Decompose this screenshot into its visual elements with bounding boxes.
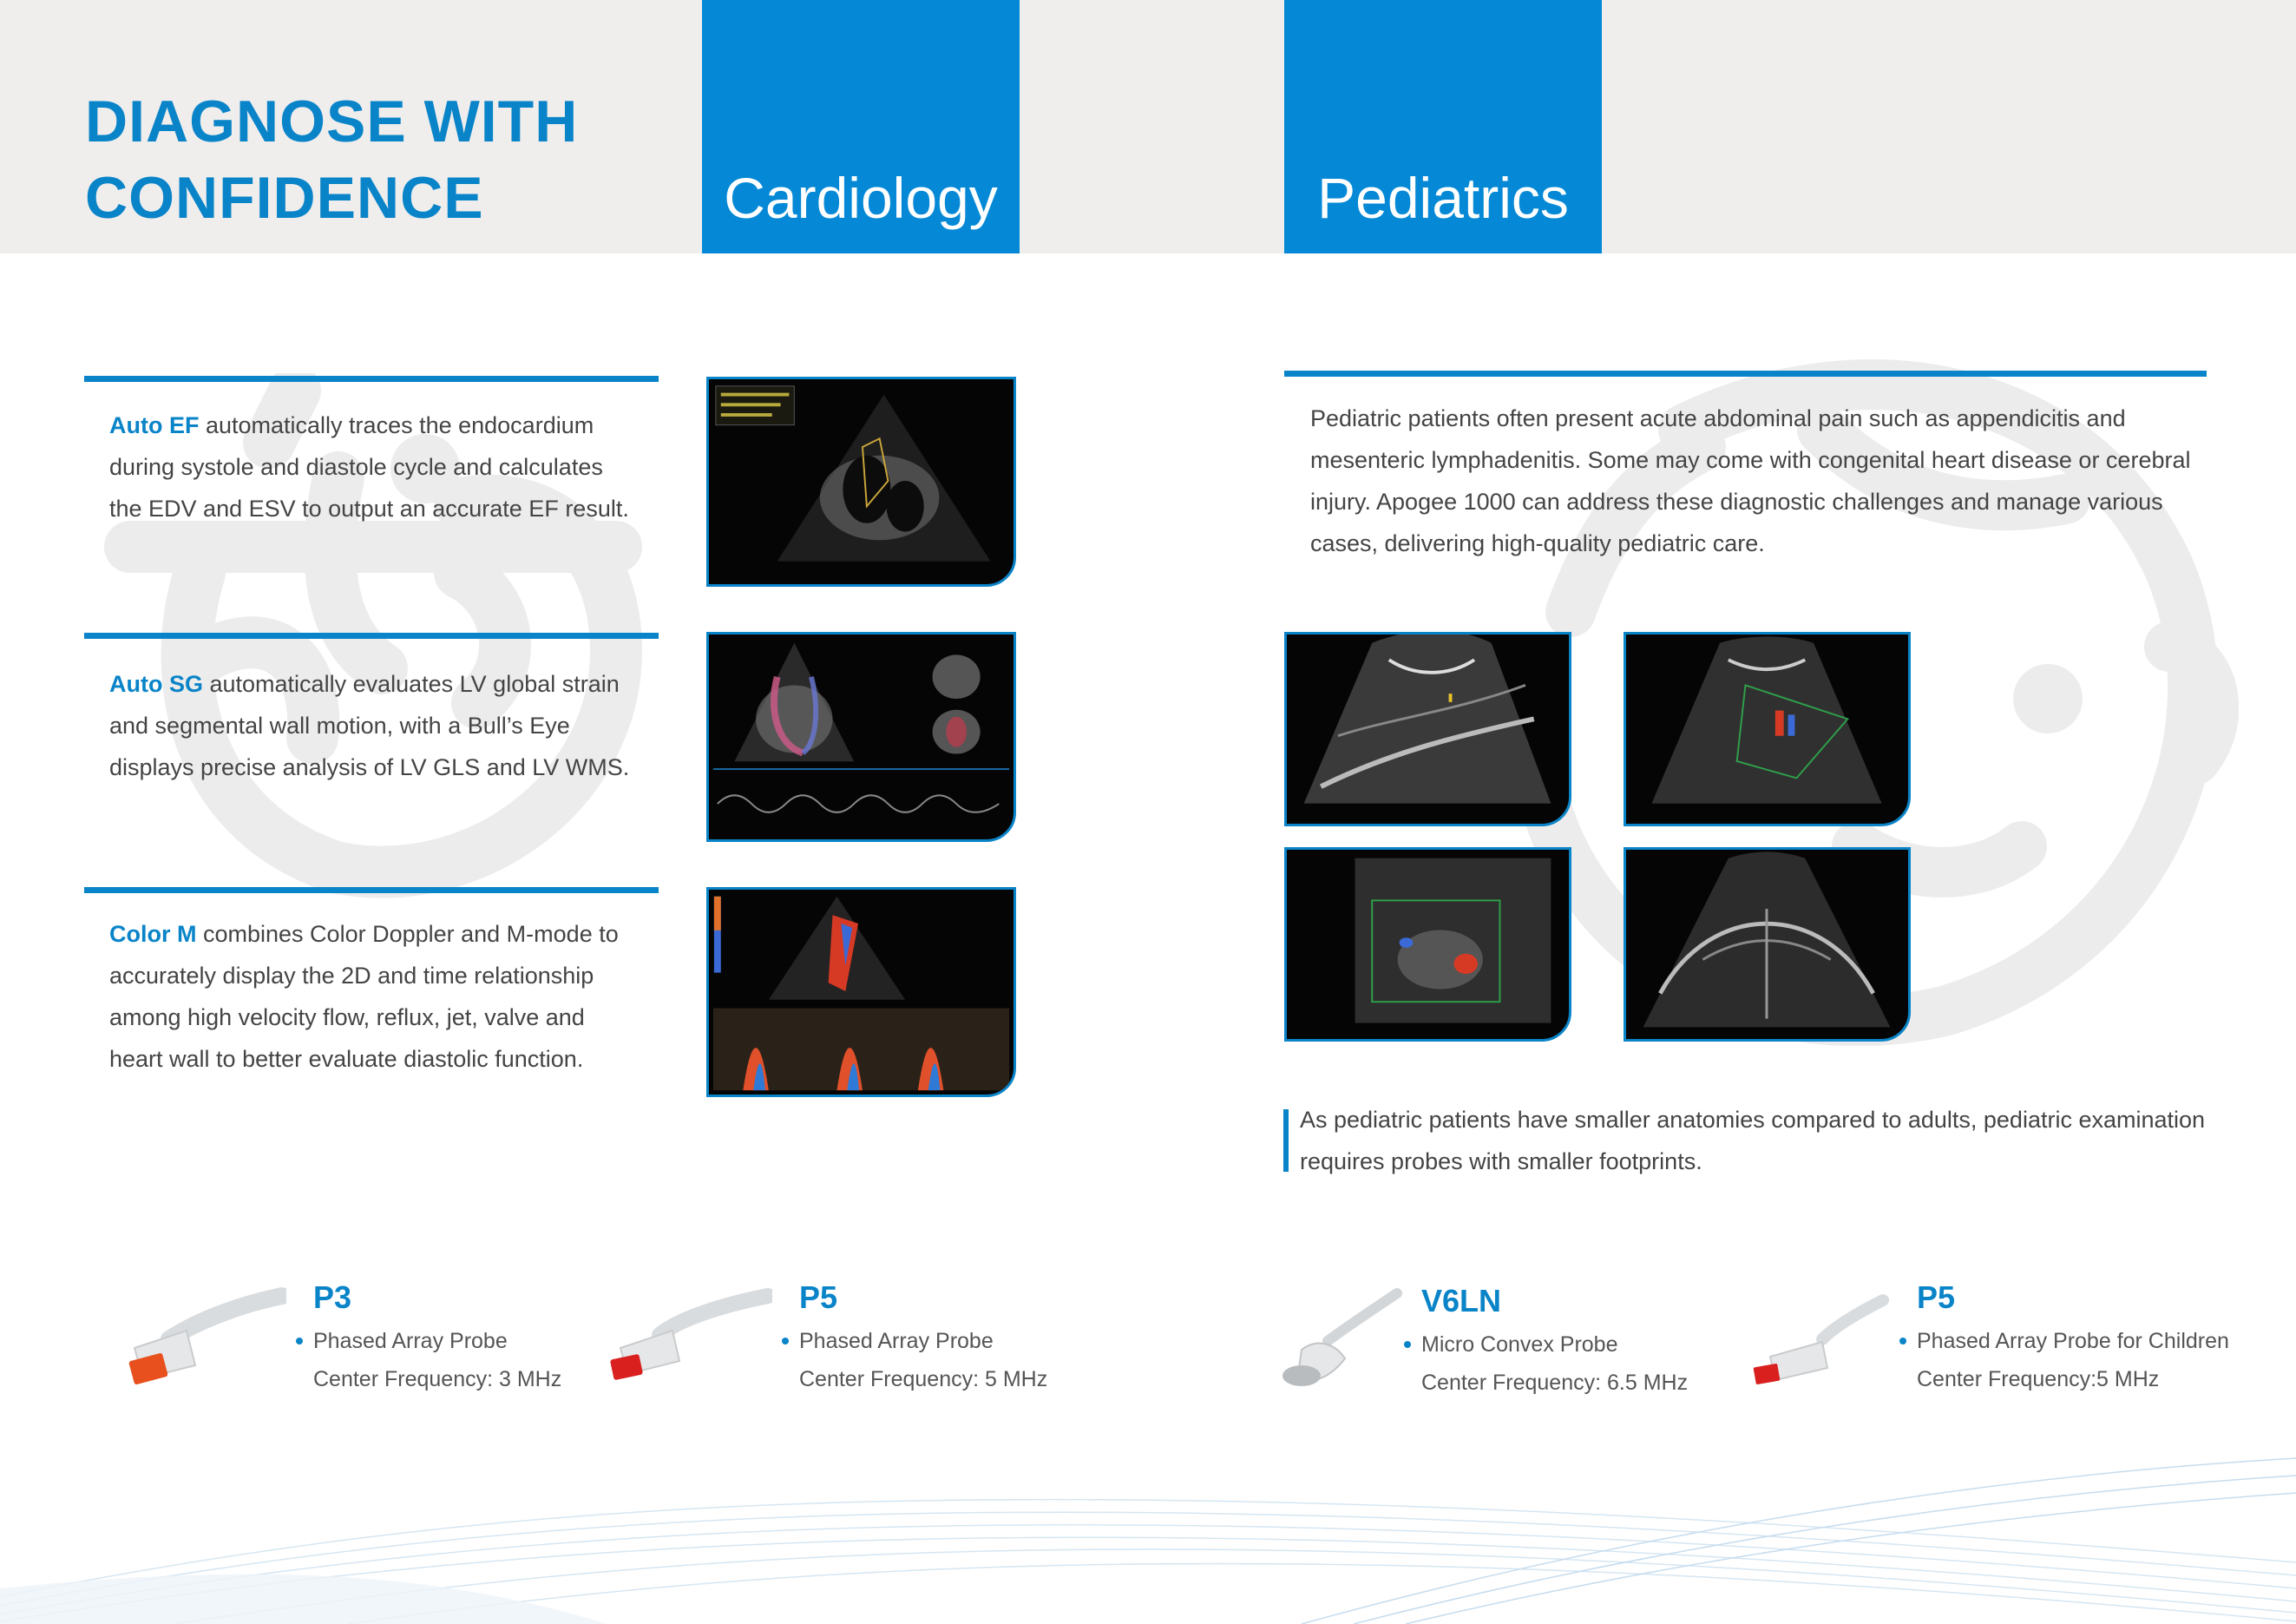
- probe-type: Micro Convex Probe: [1421, 1332, 1618, 1357]
- auto-ef-ultrasound-image: [706, 377, 1016, 587]
- feature-description: combines Color Doppler and M-mode to accurately display the 2D and time relationship among high velocity flow, reflux, jet, valve and heart wall to better evaluate diastolic function.: [109, 921, 619, 1072]
- feature-keyword: Color M: [109, 921, 197, 947]
- decorative-waves: [0, 1423, 2296, 1624]
- probe-type: Phased Array Probe: [799, 1329, 994, 1353]
- tab-pediatrics-label: Pediatrics: [1317, 166, 1569, 230]
- tab-cardiology: [702, 0, 1020, 253]
- feature-keyword: Auto SG: [109, 671, 203, 697]
- feature-rule-color-m: [84, 887, 659, 893]
- feature-color-m: [109, 913, 639, 1080]
- title-line-1: DIAGNOSE WITH: [85, 89, 579, 155]
- page-title: [85, 83, 578, 236]
- probe-name: P3: [313, 1279, 352, 1315]
- note-accent-bar: [1283, 1109, 1289, 1172]
- feature-description: automatically evaluates LV global strain and segmental wall motion, with a Bull’s Eye displays precise analysis of LV GLS and LV WMS.: [109, 671, 630, 780]
- pediatrics-note: As pediatric patients have smaller anatomies compared to adults, pediatric examination requires probes with smaller footprints.: [1300, 1107, 2206, 1174]
- pediatric-heart-color-ultrasound-image: [1624, 632, 1911, 826]
- tab-pediatrics: [1284, 0, 1602, 253]
- probe-type: Phased Array Probe for Children: [1917, 1329, 2229, 1353]
- tab-cardiology-label: Cardiology: [724, 166, 998, 230]
- pediatric-brain-ultrasound-image: [1624, 847, 1911, 1042]
- bullet-icon: [782, 1338, 789, 1345]
- pediatrics-intro: Pediatric patients often present acute abdominal pain such as appendicitis and mesenteric lymphadenitis. Some may come with congenital heart disease or cerebral injury. Apogee 1000 can address these diagnostic challenges and manage various cases, delivering high-quality pediatric care.: [1310, 405, 2191, 556]
- probe-name: P5: [799, 1279, 838, 1315]
- probe-frequency: Center Frequency: 6.5 MHz: [1421, 1371, 1689, 1395]
- title-line-2: CONFIDENCE: [85, 165, 484, 231]
- feature-rule-auto-sg: [84, 633, 659, 639]
- feature-description: automatically traces the endocardium during systole and diastole cycle and calculates the EDV and ESV to output an accurate EF result.: [109, 412, 629, 522]
- probe-name: V6LN: [1421, 1283, 1502, 1318]
- probe-name: P5: [1917, 1279, 1956, 1315]
- phased-array-probe-icon: [91, 1270, 286, 1400]
- feature-auto-ef: [109, 404, 639, 529]
- probe-type: Phased Array Probe: [313, 1329, 508, 1353]
- bullet-icon: [296, 1338, 303, 1345]
- feature-auto-sg: [109, 663, 639, 788]
- bullet-icon: [1404, 1341, 1411, 1348]
- probe-frequency: Center Frequency:5 MHz: [1917, 1367, 2160, 1391]
- probe-frequency: Center Frequency: 5 MHz: [799, 1367, 1048, 1391]
- feature-keyword: Auto EF: [109, 412, 200, 438]
- feature-rule-auto-ef: [84, 376, 659, 382]
- auto-sg-ultrasound-image: [706, 632, 1016, 842]
- pediatric-abdomen-ultrasound-image: [1284, 632, 1571, 826]
- bullet-icon: [1899, 1338, 1906, 1345]
- probe-frequency: Center Frequency: 3 MHz: [313, 1367, 562, 1391]
- pediatrics-rule: [1284, 371, 2207, 377]
- pediatric-lymph-node-ultrasound-image: [1284, 847, 1571, 1042]
- phased-array-probe-icon: [577, 1270, 772, 1400]
- color-m-ultrasound-image: [706, 887, 1016, 1097]
- micro-convex-probe-icon: [1250, 1276, 1445, 1406]
